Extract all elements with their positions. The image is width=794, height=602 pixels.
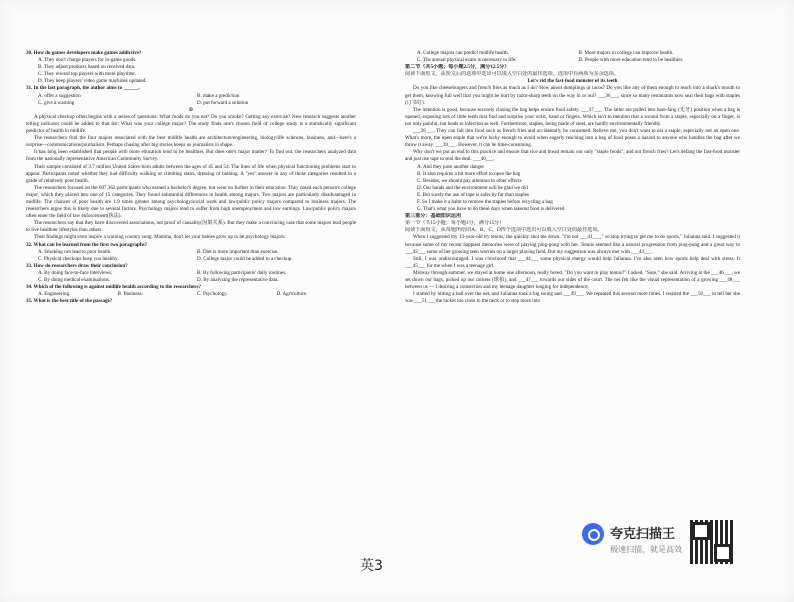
part-3-section-heading: 第一节（共15小题；每小题1分，满分15分） xyxy=(405,220,505,227)
q33-option-d: D. By analyzing the representative data. xyxy=(197,277,279,283)
q30-option-d: D. They keep players' video game machines updated. xyxy=(38,78,147,85)
seven-choice-option-c: C. Besides, we should pay attention to other effects xyxy=(417,177,522,184)
passage-paragraph-1: A physical checkup often begins with a series of questions: What foods do you eat? Do you smoke? Getting any exercise? New research suggests another telling indicator could be added to that list: What was your college major? The study finds one's chosen field of college study is a statistically significant predictor of health in midlife. xyxy=(26,113,356,135)
seven-choice-option-d: D. Our hands and the environment will be glad we did xyxy=(417,184,528,191)
passage-paragraph-5: The researchers focused on the 607,362 participants who earned a bachelor's degree, but went no further in their education. They noted each person's college major, which they placed into one of 15 categories. They found substantial differences in health among majors. Two majors are particularly disadvantaged in midlife. The chances of poor health are 1.9 times greater among psychology/social work and law/public policy majors compared to business majors. The researchers argue this is likely due to several factors. Psychology majors tend to suffer from high unemployment and low earnings. Law/public policy majors often enter the field of law enforcement(执法). xyxy=(26,184,356,220)
q31-option-c: C. give a warning xyxy=(38,99,75,106)
seven-choice-option-a: A. And they pose another danger xyxy=(417,163,485,170)
passage-paragraph-2: The researchers find the four majors associated with the best midlife health are architecture/engineering, biology/life sciences, business, and—here's a surprise—communications/journalism. Perhaps chasing after big stories keeps us journalists in shape. xyxy=(26,135,356,149)
q30-option-b: B. They adjust products based on received data. xyxy=(38,64,136,71)
q34-option-a: A. Engineering. xyxy=(38,291,71,298)
question-30: 30. How do games developers make games addictive? xyxy=(26,50,142,56)
q33-option-c: C. By doing medical examinations. xyxy=(38,277,110,283)
passage-paragraph-7: Their findings might even inspire a warning country song: Mamma, don't let your babies grow up to be psychology majors. xyxy=(34,234,286,241)
cloze-paragraph-2: Still, I was undiscouraged. I was convinced that ___44___ some physical energy would help Julianna. I've also seen how sports help deal with stress. It ___45___ for me when I was a teenage girl. xyxy=(405,255,740,269)
passage-d-label: D xyxy=(189,106,193,113)
section-2-instructions: 阅读下面短文，从短文后的选项中选出可以填入空白处的最佳选项。选项中有两项为多余选项。 xyxy=(405,71,619,78)
scanner-watermark xyxy=(582,523,682,555)
reading-paragraph-3: ___38___. They can fall into food such as french fries and accidentally be consumed. Believe me, you don't want to eat a staple, especially not an open one. What's more, the open staple that we're lucky enough to avoid when eagerly reaching into a bag of food poses a hazard to anyone who handles the bag after we throw it away. ___39___. However, it can be time-consuming. xyxy=(405,128,740,149)
q34-option-d: D. Agriculture. xyxy=(276,291,308,298)
q34-option-b: B. Business. xyxy=(117,291,143,298)
q32-option-c: C. Physical checkups keep you healthy. xyxy=(38,255,119,262)
question-34: 34. Which of the following is against midlife health according to the researchers? xyxy=(26,284,202,291)
passage-paragraph-4: Their sample consisted of 3.7 million United States-born adults between the ages of 45 and 54. The lines of life when physical functioning problems start to appear. Participants noted whether they had difficulty walking or climbing stairs, dressing or bathing. A "yes" answer in any of those categories resulted in a grade of relatively poor health. xyxy=(26,163,356,184)
watermark-text xyxy=(610,523,682,555)
passage-paragraph-6: The researchers say that they have discovered associations, not proof of causality(因果关系). But they make a convincing case that some majors lead people to live healthier lifestyles than others. xyxy=(26,220,356,234)
passage-paragraph-3: It has long been established that people with more education tend to be healthier. But does one's major matter? To find out, the researchers analyzed data from the nationally representative American Community Survey. xyxy=(26,149,356,163)
q32-option-d: D. College major could be added to a checkup. xyxy=(197,255,293,262)
seven-choice-option-e: E. But surely the use of tape is safer by far than staples xyxy=(417,191,529,198)
qr-code-icon xyxy=(690,520,734,564)
cloze-paragraph-4: I started by hitting a ball over the net, and Julianna took a big swing and ___49___. We repeated this several more times. I resisted the ___50___ to tell her she was ___51___ the racket too close to the neck or to step more into xyxy=(405,291,740,305)
question-35: 35. What is the best title of the passage? xyxy=(26,298,113,305)
q32-option-b: B. Diet is more important than exercise. xyxy=(197,248,279,255)
q35-option-a: A. College majors can predict midlife health. xyxy=(417,50,509,56)
part-3-instructions: 阅读下面短文，从每题所给的A、B、C、D四个选项中选出可以填入空白处的最佳选项。 xyxy=(405,227,603,234)
cloze-paragraph-1: When I suggested my 13-year-old try tennis, she quickly shot me down. "I'm not ___41___," so stop trying to get me to do sports," Julianna said. I suggested it because some of my recent happiest memories were of playing ping-pong with her. Tennis seemed like a natural progression from ping-pong and a great way to ___42___ some of her growing teen worries on a larger playing field. But my suggestion was always met with ___43___. xyxy=(405,234,740,255)
q33-options-cd xyxy=(26,277,356,284)
q31-options-ab xyxy=(26,93,356,100)
reading-paragraph-1: Do you like cheeseburgers and french fries as much as I do? How about dumplings or tacos? Do you like any of them enough to reach into a shark's mouth to get them, knowing full well that you might be hurt by razor-sharp teeth on the way in or out? ___36___, since so many restaurants now seal their bags with staples (订书钉). xyxy=(405,85,740,106)
q33-options-ab xyxy=(26,270,356,277)
watermark-brand: 夸克扫描王 xyxy=(610,527,676,542)
q32-options-ab xyxy=(26,249,356,256)
q31-option-b: B. make a prediction xyxy=(197,92,240,99)
part-3-heading: 第三部分：基础知识运用 xyxy=(405,213,462,220)
q35-option-c: C. The annual physical exam is necessary to life. xyxy=(417,57,517,64)
section-2-heading: 第二节（共5小题；每小题2.5分，满分12.5分） xyxy=(405,64,510,71)
q32-option-a: A. Smoking can lead to poor health. xyxy=(38,248,112,255)
left-column xyxy=(26,50,356,305)
q33-option-b: B. By following participants' daily routines. xyxy=(197,269,287,276)
reading-paragraph-4: Why don't we put an end to this practice and ensure that rice and bread remain our only "staple foods", and not french fries? Let's defang the fast-food monster and just use tape to seal the deal. ___40___. xyxy=(405,149,740,163)
seven-choice-option-b: B. It also requires a bit more effort to open the bag xyxy=(417,170,521,177)
q31-options-cd xyxy=(26,100,356,107)
q30-option-c: C. They reward top players with more playtime. xyxy=(38,71,136,78)
q35-option-b: B. More majors in college can improve health. xyxy=(578,50,674,56)
q35-options-cd xyxy=(405,57,740,64)
question-33: 33. How do researchers draw their conclusion? xyxy=(26,262,128,269)
page-number-mark: 英3 xyxy=(360,558,383,574)
right-column xyxy=(405,50,740,305)
q32-options-cd xyxy=(26,256,356,263)
q31-option-d: D. put forward a solution xyxy=(197,99,249,106)
cloze-paragraph-3: Midway through summer, we stayed at home one afternoon, really bored. "Do you want to play tennis?" I asked. "Sure," she said. Arriving at the ___46___, we set down our bags, picked up our rackets (球拍), and ___47___ towards our sides of the court. The net felt like the visual representation of a growing ___48___ between us — I desiring a connection and my teenage daughter longing for independence. xyxy=(405,269,740,291)
q33-option-a: A. By doing face-to-face interviews. xyxy=(38,269,113,276)
watermark-slogan: 极速扫描，就是高效 xyxy=(610,545,682,554)
question-31: 31. In the last paragraph, the author aims to ______. xyxy=(26,85,140,92)
q35-option-d: D. People with more education tend to be healthier. xyxy=(578,57,684,64)
passage-title: Let's rid the fast-food monster of its teeth xyxy=(527,78,618,85)
question-32: 32. What can be learned from the first two paragraphs? xyxy=(26,241,148,248)
seven-choice-option-g: G. That's what you have to do these days when takeout food is delivered xyxy=(417,206,565,213)
q34-option-c: C. Psychology. xyxy=(197,291,228,298)
q30-option-a: A. They don't charge players for in-game goods. xyxy=(38,57,137,64)
q34-options xyxy=(26,291,356,298)
reading-paragraph-2: The intention is good, because securely closing the bag helps ensure food safety. ___37___. The latter are pulled into bare-fang (无牙) position when a bag is opened, exposing lots of little teeth that find and surprise your wrist, hand or fingers. Which isn't to mention that a wound from a staple, especially on a finger, is not only painful, but leads to infection as well. Furthermore, staples, being made of steel, are hardly environmentally friendly. xyxy=(405,106,740,127)
scanner-logo-icon xyxy=(582,523,604,545)
seven-choice-option-f: F. So I make it a habit to remove the staples before recycling a bag xyxy=(417,198,553,205)
q31-option-a: A. offer a suggestion xyxy=(38,92,81,99)
